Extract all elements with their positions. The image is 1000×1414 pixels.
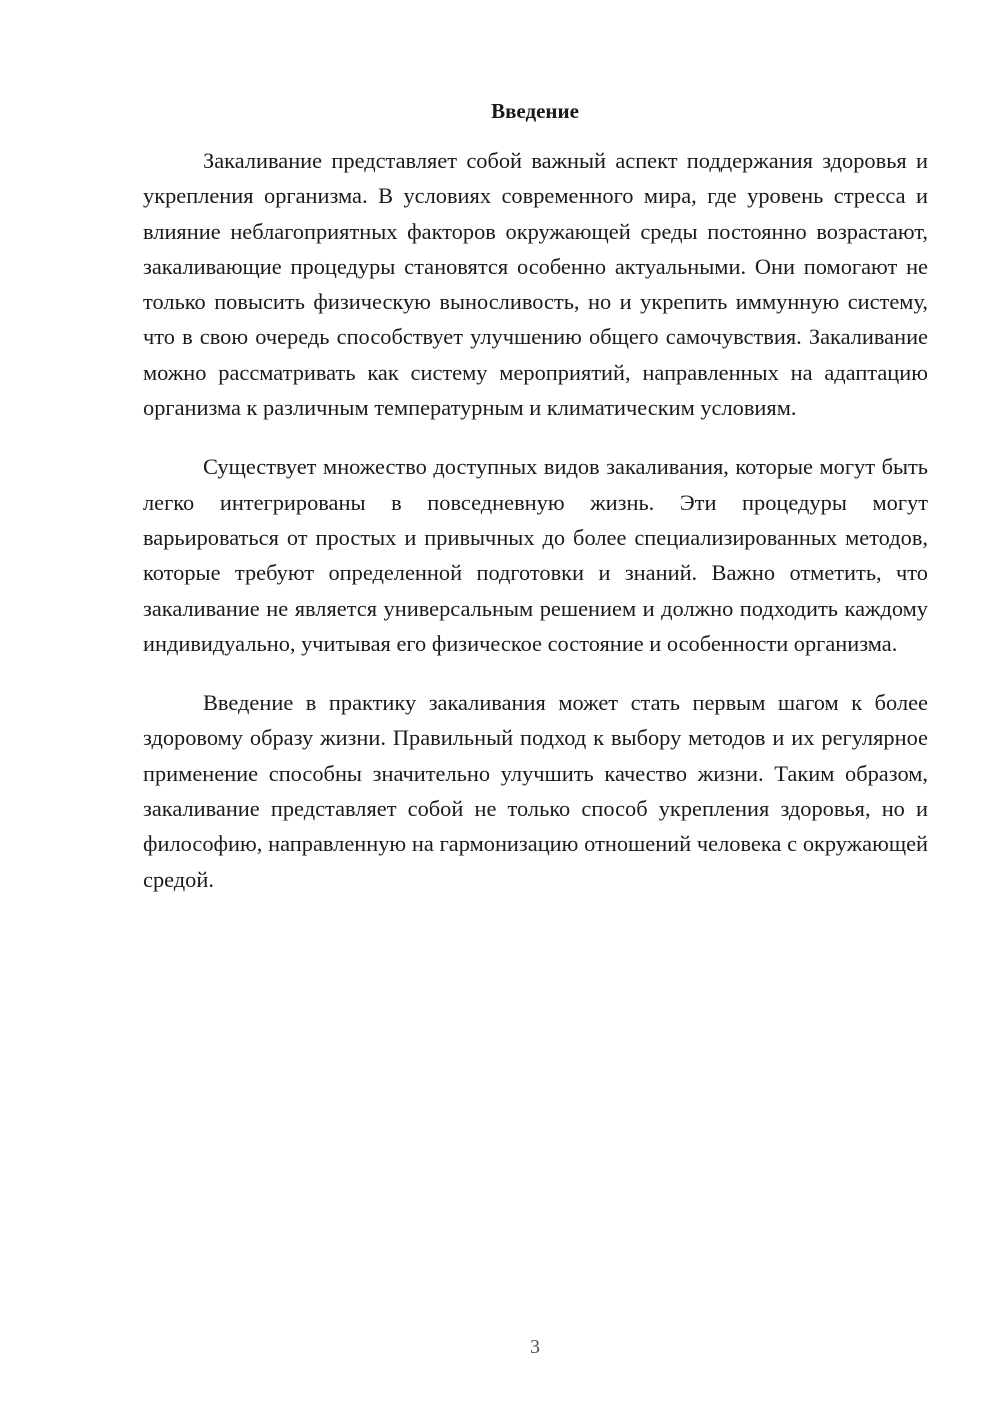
section-heading: Введение [491,99,579,123]
paragraph-3: Введение в практику закаливания может стать первым шагом к более здоровому образу жизни. Правильный подход к выбору методов и их регулярное применение способны значительно улучшить качество жизни. Таким образом, закаливание представляет собой не только способ укрепления здоровья, но и философию, направленную на гармонизацию отношений человека с окружающей средой. [143,690,928,892]
paragraph-2: Существует множество доступных видов закаливания, которые могут быть легко интегрированы в повседневную жизнь. Эти процедуры могут варьироваться от простых и привычных до более специализированных методов, которые требуют определенной подготовки и знаний. Важно отметить, что закаливание не является универсальным решением и должно подходить каждому индивидуально, учитывая его физическое состояние и особенности организма. [143,454,928,656]
paragraph-1: Закаливание представляет собой важный аспект поддержания здоровья и укрепления организма. В условиях современного мира, где уровень стресса и влияние неблагоприятных факторов окружающей среды постоянно возрастают, закаливающие процедуры становятся особенно актуальными. Они помогают не только повысить физическую выносливость, но и укрепить иммунную систему, что в свою очередь способствует улучшению общего самочувствия. Закаливание можно рассматривать как систему мероприятий, направленных на адаптацию организма к различным температурным и климатическим условиям. [143,148,928,421]
body-text [143,143,928,921]
page-number: 3 [530,1336,540,1358]
